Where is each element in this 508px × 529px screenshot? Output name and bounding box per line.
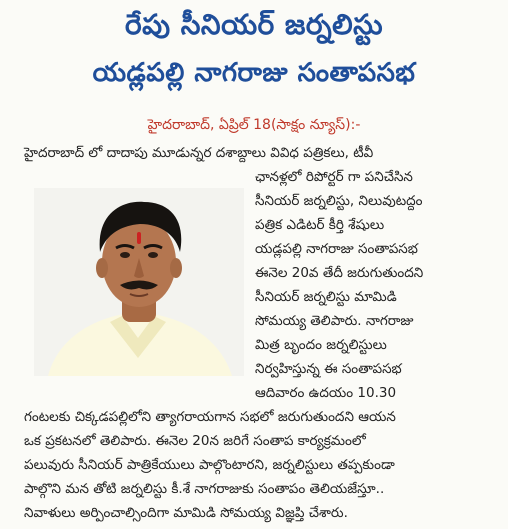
headline-line-2: యడ్లపల్లి నాగరాజు సంతాపసభ <box>92 58 416 88</box>
body-line: ఒక ప్రకటనలో తెలిపారు. ఈనెల 20న జరిగే సంతాప కార్యక్రమంలో <box>24 433 366 449</box>
body-line: నివాళులు అర్పించాల్సిందిగా మామిడి సోమయ్య విజ్ఞప్తి చేశారు. <box>24 505 348 521</box>
body-line: హైదరాబాద్ లో దాదాపు మూడున్నర దశాబ్దాలు వివిధ పత్రికలు, టీవీ <box>24 145 374 161</box>
body-line: సీనియర్ జర్నలిస్టు, నిలువుటద్దం <box>255 193 423 209</box>
headline-line-1: రేపు సీనియర్ జర్నలిస్టు <box>124 8 384 41</box>
portrait-photo <box>34 188 244 376</box>
body-line: ఆదివారం ఉదయం 10.30 <box>255 385 397 401</box>
body-line: యడ్లపల్లి నాగరాజు సంతాపసభ <box>255 241 418 257</box>
body-line: పత్రిక ఎడిటర్ కీర్తి శేషులు <box>255 217 385 233</box>
body-line: మిత్ర బృందం జర్నలిస్టులు <box>255 337 387 353</box>
body-line: నిర్వహిస్తున్న ఈ సంతాపసభ <box>255 361 402 377</box>
body-line: పలువురు సీనియర్ పాత్రికేయులు పాల్గొంటారని, జర్నలిస్టులు తప్పకుండా <box>24 457 395 473</box>
body-line: ఈనెల 20వ తేదీ జరుగుతుందని <box>255 265 424 281</box>
body-line: ఛానళ్లలో రిపోర్టర్ గా పనిచేసిన <box>255 169 413 185</box>
body-line: సోమయ్య తెలిపారు. నాగరాజు <box>255 313 414 329</box>
dateline: హైదరాబాద్, ఏప్రిల్ 18(సాక్షం న్యూస్):- <box>147 117 361 133</box>
body-line: సీనియర్ జర్నలిస్టు మామిడి <box>255 289 397 305</box>
body-line: పాల్గొని మన తోటి జర్నలిస్టు కీ.శే నాగరాజుకు సంతాపం తెలియజేస్తూ.. <box>24 481 385 497</box>
body-line: గంటలకు చిక్కడపల్లిలోని త్యాగరాయగాన సభలో జరుగుతుందని ఆయన <box>24 409 396 425</box>
